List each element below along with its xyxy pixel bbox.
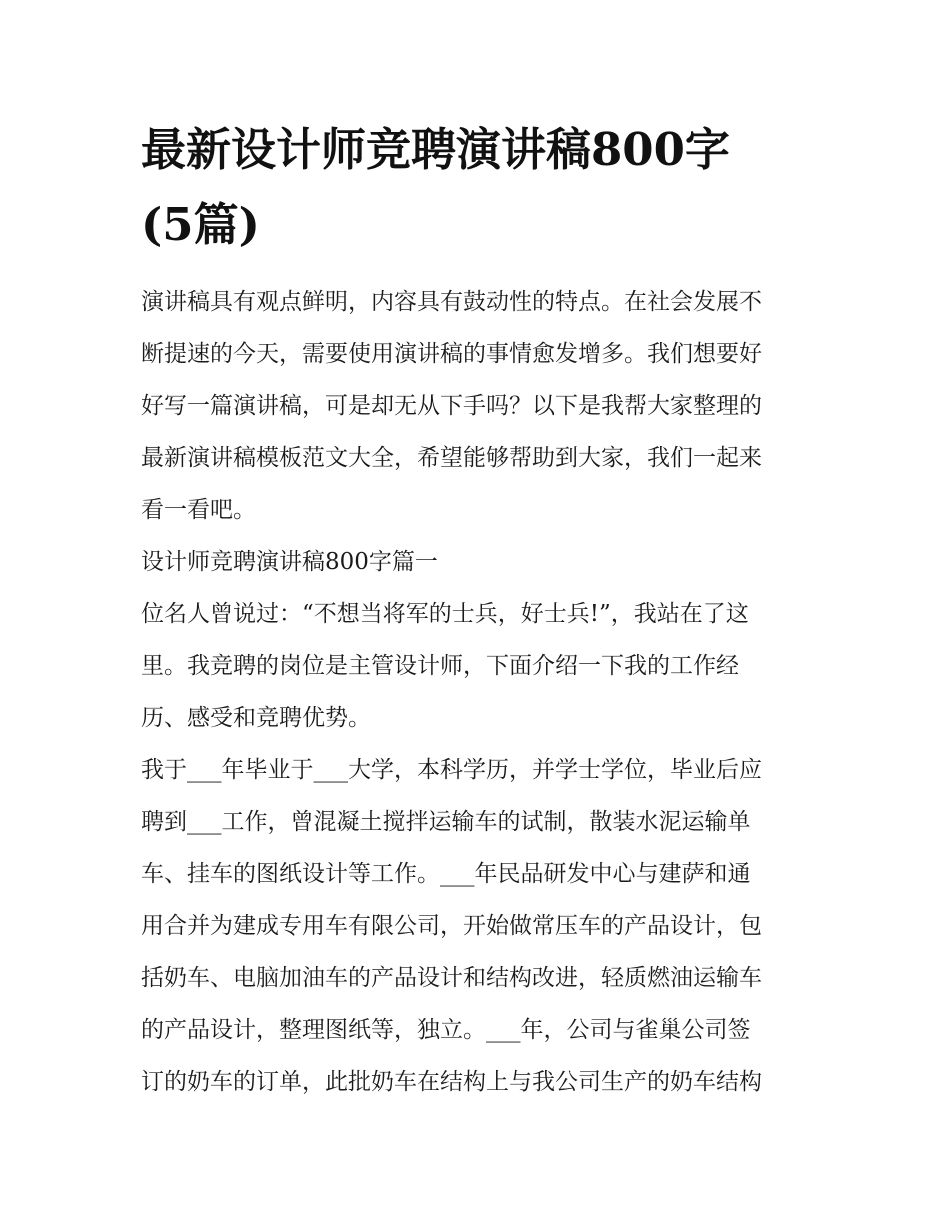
section-heading [141, 536, 816, 588]
document-title [141, 112, 816, 262]
text-line: 用合并为建成专用车有限公司，开始做常压车的产品设计，包 [141, 913, 762, 939]
text-line: 聘到___工作，曾混凝土搅拌运输车的试制，散装水泥运输单 [141, 809, 751, 835]
body-paragraph [141, 744, 816, 1108]
body-paragraph [141, 588, 816, 744]
title-line: (5篇) [141, 198, 260, 251]
text-line: 车、挂车的图纸设计等工作。___年民品研发中心与建萨和通 [141, 861, 751, 887]
text-line: 最新演讲稿模板范文大全，希望能够帮助到大家，我们一起来 [141, 445, 762, 471]
text-line: 订的奶车的订单，此批奶车在结构上与我公司生产的奶车结构 [141, 1069, 762, 1095]
text-line: 历、感受和竞聘优势。 [141, 705, 371, 731]
text-line: 我于___年毕业于___大学，本科学历，并学士学位，毕业后应 [141, 757, 762, 783]
text-line: 的产品设计，整理图纸等，独立。___年，公司与雀巢公司签 [141, 1017, 751, 1043]
title-line: 最新设计师竞聘演讲稿800字 [141, 123, 730, 176]
text-line: 设计师竞聘演讲稿800字篇一 [141, 549, 438, 575]
document-body [141, 276, 816, 1108]
text-line: 括奶车、电脑加油车的产品设计和结构改进，轻质燃油运输车 [141, 965, 762, 991]
text-line: 位名人曾说过：“不想当将军的士兵，好士兵!”，我站在了这 [141, 601, 749, 627]
text-line: 看一看吧。 [141, 497, 256, 523]
text-line: 好写一篇演讲稿，可是却无从下手吗？以下是我帮大家整理的 [141, 393, 762, 419]
text-line: 断提速的今天，需要使用演讲稿的事情愈发增多。我们想要好 [141, 341, 762, 367]
text-line: 演讲稿具有观点鲜明，内容具有鼓动性的特点。在社会发展不 [141, 289, 762, 315]
text-line: 里。我竞聘的岗位是主管设计师，下面介绍一下我的工作经 [141, 653, 739, 679]
document-content [141, 112, 816, 1108]
intro-paragraph [141, 276, 816, 536]
